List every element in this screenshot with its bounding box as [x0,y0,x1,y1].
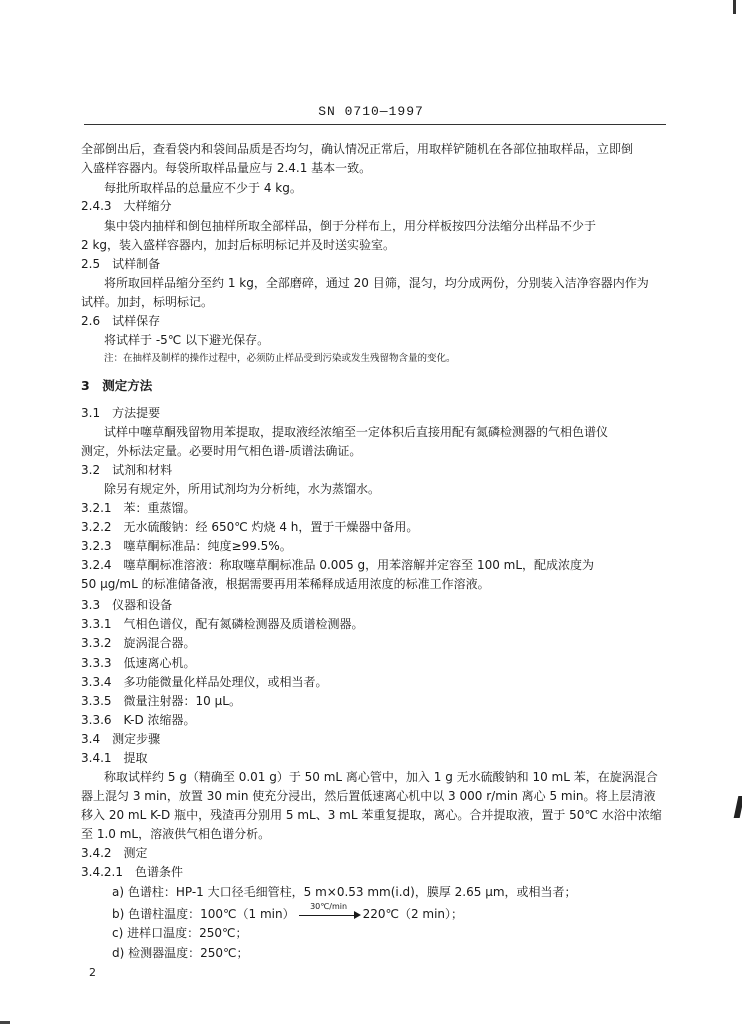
section-heading: 2.5 试样制备 [81,257,161,271]
note-line: 注：在抽样及制样的操作过程中，必须防止样品受到污染或发生残留物含量的变化。 [104,353,456,364]
body-line: 将所取回样品缩分至约 1 kg，全部磨碎，通过 20 目筛，混匀，均分成两份，分别装入洁净容器内作为 [104,276,649,290]
body-line: 50 μg/mL 的标准储备液，根据需要再用苯稀释成适用浓度的标准工作溶液。 [81,577,490,591]
section-heading: 3.2 试剂和材料 [81,463,173,477]
body-line: 3.2.2 无水硫酸钠：经 650℃ 灼烧 4 h，置于干燥器中备用。 [81,520,419,534]
chromatography-condition: a) 色谱柱：HP-1 大口径毛细管柱，5 m×0.53 mm(i.d)，膜厚 2.65 μm，或相当者； [112,885,577,899]
body-line: 测定，外标法定量。必要时用气相色谱-质谱法确证。 [81,444,362,458]
section-heading: 3.4.2 测定 [81,846,148,860]
body-line: 3.2.4 噻草酮标准溶液：称取噻草酮标准品 0.005 g，用苯溶解并定容至 100 mL，配成浓度为 [81,558,595,572]
section-heading: 3.4.2.1 色谱条件 [81,865,183,879]
chromatography-condition: d) 检测器温度：250℃； [112,946,249,960]
chromatography-condition: c) 进样口温度：250℃； [112,926,248,940]
body-line: 试样中噻草酮残留物用苯提取，提取液经浓缩至一定体积后直接用配有氮磷检测器的气相色谱仪 [104,425,609,439]
body-line: 试样。加封，标明标记。 [81,295,214,309]
oven-end: 220℃（2 min）； [362,907,464,921]
body-line: 器上混匀 3 min，放置 30 min 使充分浸出，然后置低速离心机中以 3 000 r/min 离心 5 min。将上层清液 [81,789,656,803]
section-heading: 2.4.3 大样缩分 [81,199,172,213]
body-line: 除另有规定外，所用试剂均为分析纯，水为蒸馏水。 [104,482,381,496]
header-rule [84,124,666,125]
body-line: 3.3.1 气相色谱仪，配有氮磷检测器及质谱检测器。 [81,617,364,631]
standard-number-header: SN 0710—1997 [318,104,424,119]
body-line: 3.3.2 旋涡混合器。 [81,636,196,650]
section-heading: 3.4.1 提取 [81,751,148,765]
body-line: 3.3.3 低速离心机。 [81,656,196,670]
arrow-head-icon [354,911,361,919]
body-line: 至 1.0 mL，溶液供气相色谱分析。 [81,827,271,841]
body-line: 3.2.1 苯：重蒸馏。 [81,501,196,515]
body-line: 全部倒出后，查看袋内和袋间品质是否均匀，确认情况正常后，用取样铲随机在各部位抽取样品，立即倒 [81,142,634,156]
body-line: 3.2.3 噻草酮标准品：纯度≥99.5%。 [81,539,292,553]
scan-artifact [733,0,736,14]
body-line: 3.3.6 K-D 浓缩器。 [81,713,196,727]
page-number: 2 [89,966,96,979]
body-line: 每批所取样品的总量应不少于 4 kg。 [104,181,302,195]
ramp-rate: 30℃/min [310,902,348,911]
temperature-ramp-arrow [297,902,361,922]
body-line: 2 kg，装入盛样容器内，加封后标明标记并及时送实验室。 [81,238,396,252]
chapter-heading: 3 测定方法 [81,378,153,393]
arrow-line [299,915,357,916]
body-line: 3.3.4 多功能微量化样品处理仪，或相当者。 [81,675,328,689]
oven-start: b) 色谱柱温度：100℃（1 min） [112,907,295,921]
section-heading: 3.4 测定步骤 [81,732,161,746]
section-heading: 3.3 仪器和设备 [81,598,173,612]
body-line: 称取试样约 5 g（精确至 0.01 g）于 50 mL 离心管中，加入 1 g 无水硫酸钠和 10 mL 苯，在旋涡混合 [104,770,658,784]
chromatography-condition-oven [112,902,464,922]
section-heading: 2.6 试样保存 [81,314,161,328]
body-line: 将试样于 -5℃ 以下避光保存。 [104,333,270,347]
body-line: 集中袋内抽样和倒包抽样所取全部样品，倒于分样布上，用分样板按四分法缩分出样品不少于 [104,219,597,233]
body-line: 3.3.5 微量注射器：10 μL。 [81,694,241,708]
body-line: 入盛样容器内。每袋所取样品量应与 2.4.1 基本一致。 [81,161,372,175]
section-heading: 3.1 方法提要 [81,406,161,420]
scan-artifact [734,796,742,818]
body-line: 移入 20 mL K-D 瓶中，残渣再分别用 5 mL、3 mL 苯重复提取，离心。合并提取液，置于 50℃ 水浴中浓缩 [81,808,662,822]
